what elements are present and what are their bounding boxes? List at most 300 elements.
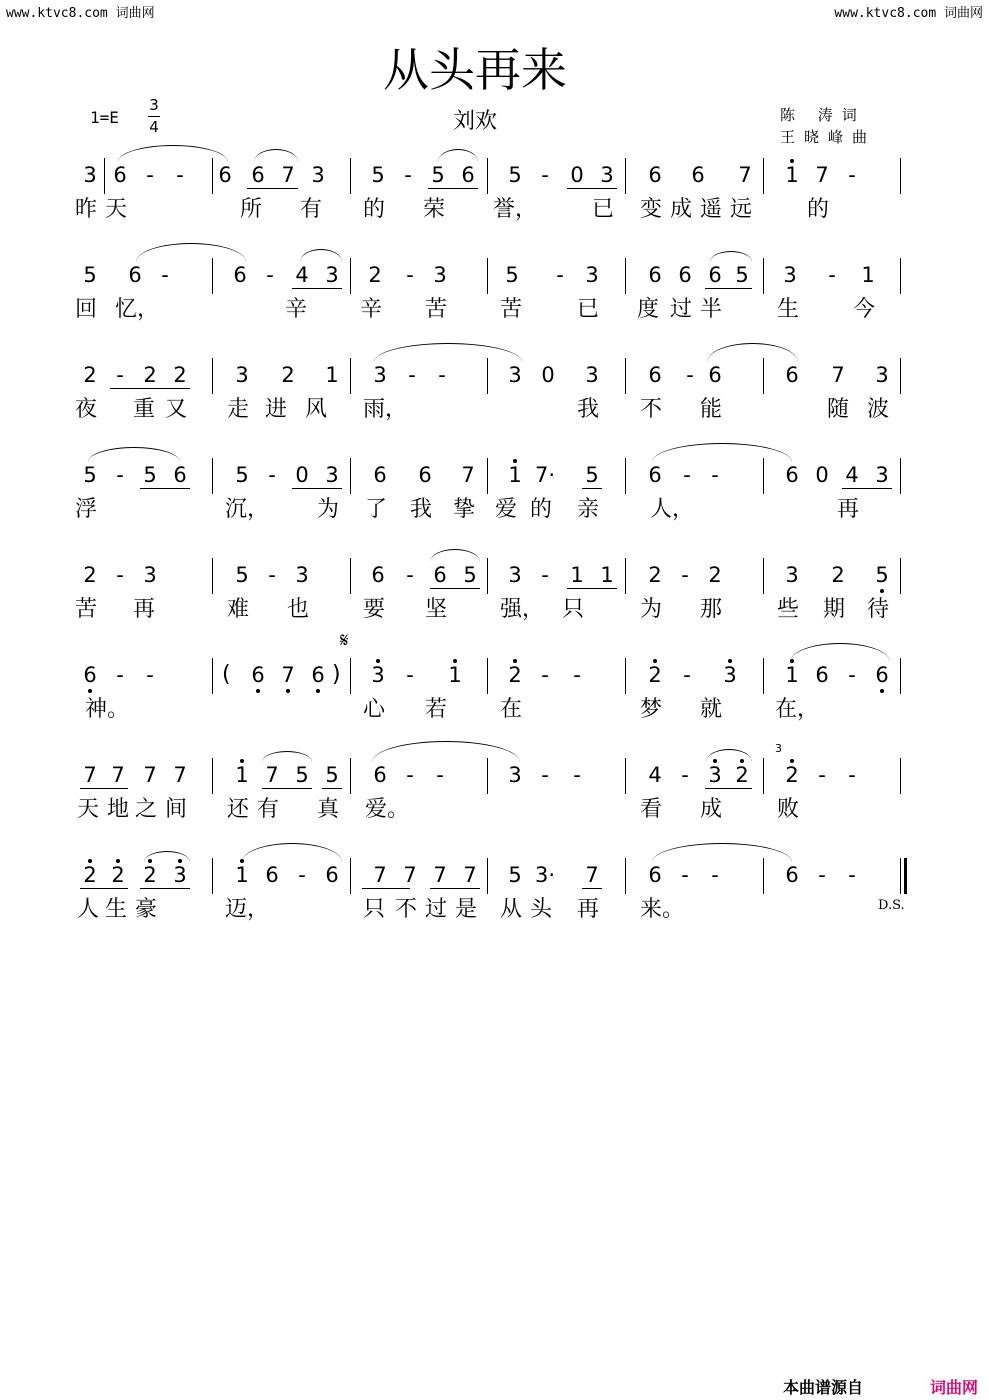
beam-underline xyxy=(80,788,128,789)
lyric-syllable: 人， xyxy=(650,497,695,522)
note: 6 xyxy=(173,463,187,487)
note-dash: - xyxy=(268,563,276,587)
slur-tie xyxy=(430,549,480,562)
note: 6 xyxy=(648,163,662,187)
lyric-syllable: 间 xyxy=(165,797,188,822)
note: 6 xyxy=(83,663,97,687)
beam-underline xyxy=(110,388,190,389)
lyric-syllable: 还 xyxy=(227,797,250,822)
beam-underline xyxy=(140,488,190,489)
dal-segno-mark: D.S. xyxy=(878,898,905,913)
lyric-syllable: 誉， xyxy=(493,197,538,222)
lyric-syllable: 为 xyxy=(317,497,340,522)
lyric-syllable: 夜 xyxy=(75,397,98,422)
note-dash: - xyxy=(828,263,836,287)
note-dash: - xyxy=(556,263,564,287)
beam-underline xyxy=(362,888,410,889)
note: 1 xyxy=(325,363,339,387)
octave-down-dot xyxy=(88,689,92,693)
note-dash: - xyxy=(541,663,549,687)
barline xyxy=(763,658,764,694)
note: 5 xyxy=(295,763,309,787)
note: 3 xyxy=(508,763,522,787)
lyric-syllable: 挚 xyxy=(453,497,476,522)
lyric-syllable: 期 xyxy=(823,597,846,622)
lyric-syllable: 也 xyxy=(287,597,310,622)
beam-underline xyxy=(292,488,342,489)
note-dash: - xyxy=(683,463,691,487)
note: 7 xyxy=(281,163,295,187)
barline xyxy=(212,158,213,194)
barline xyxy=(487,158,488,194)
score-system-7 xyxy=(0,762,989,842)
note-dash: - xyxy=(681,763,689,787)
beam-underline xyxy=(428,188,478,189)
note: 6 xyxy=(461,163,475,187)
lyric-syllable: 波 xyxy=(867,397,890,422)
score-system-2 xyxy=(0,262,989,342)
note: 5 xyxy=(325,763,339,787)
lyric-syllable: 生 xyxy=(105,897,128,922)
barline xyxy=(625,758,626,794)
lyric-syllable: 忆， xyxy=(115,297,160,322)
barline xyxy=(763,258,764,294)
note: 6 xyxy=(648,463,662,487)
lyric-syllable: 今 xyxy=(853,297,876,322)
slur-tie xyxy=(136,243,246,262)
lyric-syllable: 是 xyxy=(455,897,478,922)
lyric-syllable: 那 xyxy=(700,597,723,622)
note: 3 xyxy=(585,263,599,287)
barline xyxy=(625,558,626,594)
note: 3 xyxy=(600,163,614,187)
octave-down-dot xyxy=(880,589,884,593)
note: 3 xyxy=(325,263,339,287)
beam-underline xyxy=(80,888,128,889)
beam-underline xyxy=(705,788,752,789)
lyric-syllable: 成 xyxy=(670,197,693,222)
note: 3 xyxy=(235,363,249,387)
barline xyxy=(350,658,351,694)
note: 5 xyxy=(83,463,97,487)
lyric-syllable: 度 xyxy=(637,297,660,322)
note: 1 xyxy=(785,163,799,187)
score-system-4 xyxy=(0,462,989,542)
composer-credit: 王晓峰曲 xyxy=(780,128,877,146)
octave-up-dot xyxy=(790,159,794,163)
note: 2 xyxy=(173,363,187,387)
lyric-syllable: 再 xyxy=(837,497,860,522)
slur-tie xyxy=(300,249,342,262)
note: 6 xyxy=(815,663,829,687)
note-dash: - xyxy=(436,763,444,787)
note: 7 xyxy=(433,863,447,887)
note: 6 xyxy=(251,163,265,187)
barline xyxy=(350,158,351,194)
slur-tie xyxy=(374,343,522,362)
note: 6 xyxy=(265,863,279,887)
note: 3 xyxy=(585,363,599,387)
note: 0 xyxy=(570,163,584,187)
beam-underline xyxy=(430,888,480,889)
note-dash: - xyxy=(573,763,581,787)
barline xyxy=(487,758,488,794)
lyric-syllable: 了 xyxy=(365,497,388,522)
octave-up-dot xyxy=(88,859,92,863)
note: 6 xyxy=(708,263,722,287)
lyric-syllable: 亲 xyxy=(577,497,600,522)
lyric-syllable: 不 xyxy=(640,397,663,422)
barline xyxy=(212,258,213,294)
song-title: 从头再来 xyxy=(383,43,567,97)
note-dash: - xyxy=(541,763,549,787)
note-dash: - xyxy=(116,563,124,587)
lyric-syllable: 些 xyxy=(777,597,800,622)
lyric-syllable: 只 xyxy=(363,897,386,922)
note: 1 xyxy=(508,463,522,487)
beam-underline xyxy=(262,788,312,789)
note-dash: - xyxy=(298,863,306,887)
beam-underline xyxy=(582,888,602,889)
note: 3 xyxy=(508,563,522,587)
note: 2 xyxy=(785,763,799,787)
slur-tie xyxy=(88,447,180,462)
lyric-syllable: 苦 xyxy=(500,297,523,322)
score-system-6 xyxy=(0,662,989,742)
octave-up-dot xyxy=(728,659,732,663)
note: 6 xyxy=(678,263,692,287)
barline xyxy=(350,458,351,494)
note: 6 xyxy=(113,163,127,187)
slur-tie xyxy=(144,851,190,862)
barline xyxy=(350,358,351,394)
note: 3 xyxy=(371,663,385,687)
note: 1 xyxy=(570,563,584,587)
singer-name: 刘欢 xyxy=(452,109,497,134)
slur-tie xyxy=(706,749,752,762)
note-dash: - xyxy=(848,763,856,787)
barline xyxy=(763,458,764,494)
note: 3 xyxy=(83,163,97,187)
lyric-syllable: 我 xyxy=(577,397,600,422)
lyric-syllable: 从 xyxy=(500,897,523,922)
octave-up-dot xyxy=(653,659,657,663)
note: 0 xyxy=(815,463,829,487)
lyric-syllable: 过 xyxy=(425,897,448,922)
slur-tie xyxy=(790,643,890,662)
lyric-syllable: 的 xyxy=(807,197,830,222)
lyric-syllable: 风 xyxy=(305,397,328,422)
note: 5 xyxy=(875,563,889,587)
note: 5 xyxy=(83,263,97,287)
note: 3 xyxy=(311,163,325,187)
lyric-syllable: 远 xyxy=(730,197,753,222)
note: 2 xyxy=(83,363,97,387)
slur-tie xyxy=(710,251,752,262)
score-system-5 xyxy=(0,562,989,642)
barline xyxy=(625,858,626,894)
lyric-syllable: 所 xyxy=(240,197,263,222)
barline xyxy=(212,458,213,494)
lyric-syllable: 浮 xyxy=(75,497,98,522)
note: 3 xyxy=(373,363,387,387)
note: 2 xyxy=(508,663,522,687)
slur-tie xyxy=(372,741,520,762)
note-dash: - xyxy=(573,663,581,687)
lyric-syllable: 心 xyxy=(363,697,386,722)
barline xyxy=(487,558,488,594)
note: 1 xyxy=(448,663,462,687)
note: 4 xyxy=(648,763,662,787)
slur-tie xyxy=(118,145,228,162)
lyric-syllable: 遥 xyxy=(700,197,723,222)
lyric-syllable: 来。 xyxy=(640,897,685,922)
lyric-syllable: 变 xyxy=(640,197,663,222)
note-dash: - xyxy=(266,263,274,287)
note: 3 xyxy=(875,463,889,487)
note: 3 xyxy=(723,663,737,687)
lyric-syllable: 有 xyxy=(300,197,323,222)
lyric-syllable: 生 xyxy=(777,297,800,322)
slur-tie xyxy=(242,843,342,862)
note: 2 xyxy=(648,563,662,587)
note-dash: - xyxy=(268,463,276,487)
time-bottom: 4 xyxy=(149,118,159,136)
note: 1 xyxy=(600,563,614,587)
note: 3 xyxy=(785,563,799,587)
note: 2 xyxy=(143,363,157,387)
lyric-syllable: 能 xyxy=(700,397,723,422)
barline xyxy=(900,758,901,794)
note: 6 xyxy=(433,563,447,587)
note-dash: - xyxy=(408,363,416,387)
lyric-syllable: 爱。 xyxy=(365,797,410,822)
note-dash: - xyxy=(176,163,184,187)
note: 7 xyxy=(173,763,187,787)
lyric-syllable: 雨， xyxy=(363,397,408,422)
note: 7 xyxy=(815,163,829,187)
note: 2 xyxy=(281,363,295,387)
note: 5 xyxy=(371,163,385,187)
note-dash: - xyxy=(818,863,826,887)
note: 5 xyxy=(505,263,519,287)
barline xyxy=(625,658,626,694)
barline xyxy=(763,858,764,894)
octave-up-dot xyxy=(240,759,244,763)
note: 5 xyxy=(463,563,477,587)
beam-underline xyxy=(705,288,752,289)
footer-source-text: 本曲谱源自 xyxy=(783,1378,864,1397)
note-dash: - xyxy=(116,463,124,487)
lyric-syllable: 若 xyxy=(425,697,448,722)
note: 6 xyxy=(128,263,142,287)
barline xyxy=(104,158,105,194)
barline xyxy=(625,258,626,294)
lyric-syllable: 再 xyxy=(577,897,600,922)
lyric-syllable: 豪 xyxy=(135,897,158,922)
note-dash: - xyxy=(541,563,549,587)
lyric-syllable: 有 xyxy=(257,797,280,822)
note: 7 xyxy=(265,763,279,787)
note: 1 xyxy=(785,663,799,687)
time-signature xyxy=(148,96,160,137)
barline xyxy=(625,358,626,394)
note-dash: - xyxy=(116,663,124,687)
barline xyxy=(212,558,213,594)
note: 7 xyxy=(83,763,97,787)
lyric-syllable: 又 xyxy=(165,397,188,422)
note: 3· xyxy=(535,863,556,887)
slur-tie xyxy=(262,751,312,762)
note: 6 xyxy=(373,463,387,487)
lyric-syllable: 败 xyxy=(777,797,800,822)
note-dash: - xyxy=(116,363,124,387)
barline xyxy=(212,758,213,794)
lyric-syllable: 头 xyxy=(530,897,553,922)
note: 2 xyxy=(111,863,125,887)
lyric-syllable: 进 xyxy=(265,397,288,422)
beam-underline xyxy=(292,288,342,289)
note: 6 xyxy=(648,263,662,287)
octave-up-dot xyxy=(790,759,794,763)
note: 7 xyxy=(831,363,845,387)
note-dash: - xyxy=(681,563,689,587)
note-dash: - xyxy=(406,663,414,687)
watermark-left: www.ktvc8.com 词曲网 xyxy=(6,6,155,21)
barline xyxy=(900,358,901,394)
note: 3 xyxy=(875,363,889,387)
octave-down-dot xyxy=(316,689,320,693)
note: 2 xyxy=(735,763,749,787)
note: 7 xyxy=(403,863,417,887)
barline xyxy=(350,258,351,294)
beam-underline xyxy=(842,488,892,489)
note: 7 xyxy=(373,863,387,887)
lyric-syllable: 苦 xyxy=(425,297,448,322)
note: 6 xyxy=(648,863,662,887)
lyric-syllable: 坚 xyxy=(425,597,448,622)
note: 0 xyxy=(541,363,555,387)
lyric-syllable: 已 xyxy=(592,197,615,222)
barline xyxy=(900,158,901,194)
lyric-syllable: 再 xyxy=(133,597,156,622)
lyric-syllable: 要 xyxy=(363,597,386,622)
barline xyxy=(900,458,901,494)
beam-underline xyxy=(247,188,298,189)
note: 6 xyxy=(218,163,232,187)
note: 7· xyxy=(535,463,556,487)
lyric-syllable: 真 xyxy=(317,797,340,822)
lyric-syllable: 强， xyxy=(500,597,545,622)
lyric-syllable: 梦 xyxy=(640,697,663,722)
lyric-syllable: 人 xyxy=(77,897,100,922)
barline xyxy=(763,158,764,194)
note: 2 xyxy=(83,563,97,587)
lyric-syllable: 重 xyxy=(133,397,156,422)
note: 6 xyxy=(785,363,799,387)
lyric-syllable: 回 xyxy=(75,297,98,322)
note-dash: - xyxy=(406,563,414,587)
note: 1 xyxy=(235,763,249,787)
lyric-syllable: 半 xyxy=(700,297,723,322)
lyric-syllable: 辛 xyxy=(360,297,383,322)
note: 6 xyxy=(785,863,799,887)
note: 1 xyxy=(861,263,875,287)
note: 6 xyxy=(648,363,662,387)
footer-brand-logo: 词曲网 xyxy=(930,1378,979,1397)
lyric-syllable: 地 xyxy=(107,797,130,822)
note: 3 xyxy=(173,863,187,887)
slur-tie xyxy=(254,149,298,162)
lyric-syllable: 辛 xyxy=(285,297,308,322)
octave-up-dot xyxy=(453,659,457,663)
time-top: 3 xyxy=(149,96,159,114)
note: 2 xyxy=(368,263,382,287)
lyric-syllable: 只 xyxy=(562,597,585,622)
watermark-right: www.ktvc8.com 词曲网 xyxy=(834,6,983,21)
lyricist-credit: 陈 涛词 xyxy=(780,106,866,124)
note: 6 xyxy=(251,663,265,687)
barline xyxy=(487,458,488,494)
final-barline xyxy=(904,858,907,894)
note: 7 xyxy=(463,863,477,887)
note-dash: - xyxy=(848,663,856,687)
note-dash: - xyxy=(438,363,446,387)
note: 6 xyxy=(233,263,247,287)
note: 5 xyxy=(585,463,599,487)
beam-underline xyxy=(140,888,190,889)
lyric-syllable: 之 xyxy=(135,797,158,822)
note: 6 xyxy=(418,463,432,487)
beam-underline xyxy=(567,588,617,589)
barline xyxy=(212,858,213,894)
lyric-syllable: 昨 xyxy=(75,197,98,222)
octave-down-dot xyxy=(256,689,260,693)
barline xyxy=(487,858,488,894)
note: 5 xyxy=(235,463,249,487)
parenthesis: ( xyxy=(222,662,231,687)
note: 2 xyxy=(143,863,157,887)
note: 6 xyxy=(373,763,387,787)
lyric-syllable: 在， xyxy=(775,697,820,722)
note-dash: - xyxy=(404,163,412,187)
lyric-syllable: 看 xyxy=(640,797,663,822)
note: 2 xyxy=(648,663,662,687)
triplet-marker: 3 xyxy=(775,742,782,755)
segno-sign: 𝄋 xyxy=(340,628,349,652)
note: 6 xyxy=(785,463,799,487)
parenthesis: ) xyxy=(332,662,341,687)
note: 2 xyxy=(708,563,722,587)
octave-up-dot xyxy=(376,659,380,663)
lyric-syllable: 不 xyxy=(395,897,418,922)
note-dash: - xyxy=(818,763,826,787)
lyric-syllable: 的 xyxy=(363,197,386,222)
barline xyxy=(900,658,901,694)
key-signature: 1=E xyxy=(90,108,119,127)
octave-down-dot xyxy=(880,689,884,693)
note-dash: - xyxy=(541,163,549,187)
beam-underline xyxy=(430,588,480,589)
lyric-syllable: 迈， xyxy=(225,897,270,922)
barline xyxy=(900,858,901,894)
note-dash: - xyxy=(406,763,414,787)
octave-up-dot xyxy=(513,659,517,663)
note: 6 xyxy=(371,563,385,587)
score-system-1 xyxy=(0,162,989,242)
lyric-syllable: 天 xyxy=(105,197,128,222)
lyric-syllable: 荣 xyxy=(423,197,446,222)
